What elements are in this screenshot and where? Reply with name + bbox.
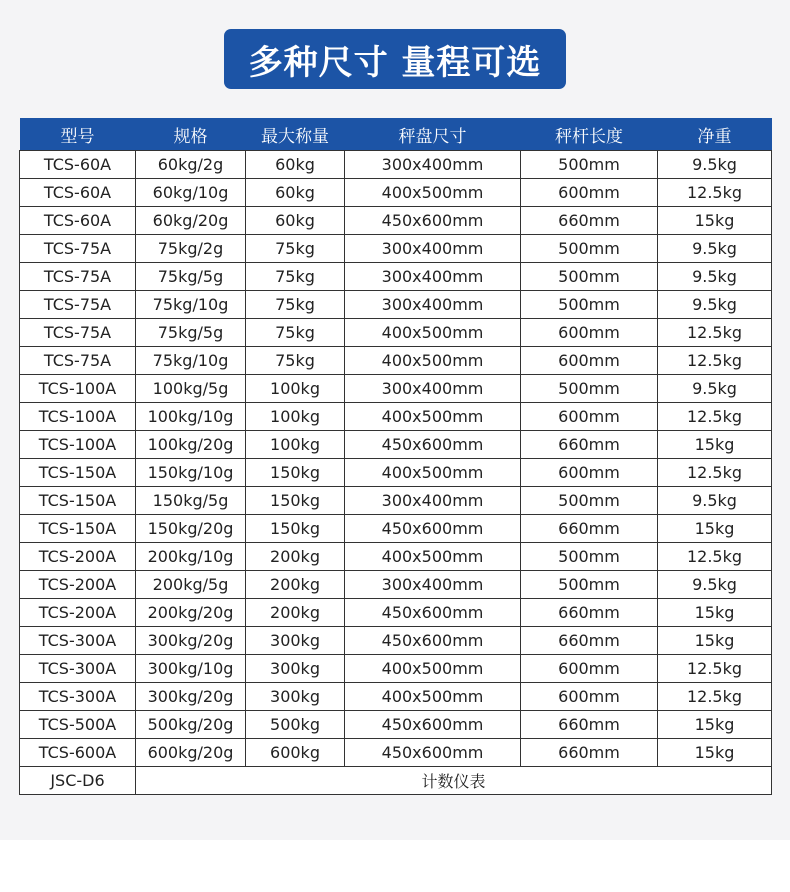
cell-net-weight: 15kg [658, 599, 772, 627]
cell-pan-size: 400x500mm [345, 347, 521, 375]
cell-pole-length: 500mm [521, 571, 658, 599]
cell-spec: 150kg/5g [136, 487, 246, 515]
cell-net-weight: 15kg [658, 739, 772, 767]
cell-model: TCS-75A [20, 319, 136, 347]
table-footer-row [20, 767, 772, 795]
cell-spec: 300kg/20g [136, 627, 246, 655]
cell-spec: 500kg/20g [136, 711, 246, 739]
cell-spec: 75kg/5g [136, 319, 246, 347]
cell-pole-length: 660mm [521, 515, 658, 543]
cell-model: TCS-150A [20, 487, 136, 515]
cell-max-capacity: 75kg [246, 263, 345, 291]
cell-pan-size: 400x500mm [345, 403, 521, 431]
table-row [20, 347, 772, 375]
cell-pan-size: 300x400mm [345, 291, 521, 319]
table-row [20, 263, 772, 291]
cell-max-capacity: 600kg [246, 739, 345, 767]
cell-max-capacity: 75kg [246, 347, 345, 375]
cell-pole-length: 660mm [521, 599, 658, 627]
bottom-band [0, 840, 790, 892]
cell-net-weight: 9.5kg [658, 263, 772, 291]
table-row [20, 403, 772, 431]
cell-net-weight: 9.5kg [658, 291, 772, 319]
table-row [20, 375, 772, 403]
cell-max-capacity: 75kg [246, 291, 345, 319]
cell-net-weight: 15kg [658, 711, 772, 739]
table-row [20, 683, 772, 711]
cell-model: TCS-150A [20, 459, 136, 487]
cell-model: TCS-75A [20, 291, 136, 319]
cell-net-weight: 15kg [658, 515, 772, 543]
cell-pan-size: 300x400mm [345, 571, 521, 599]
cell-pole-length: 660mm [521, 711, 658, 739]
table-row [20, 291, 772, 319]
spec-table [19, 118, 772, 795]
table-row [20, 599, 772, 627]
table-body [20, 151, 772, 795]
cell-model: TCS-150A [20, 515, 136, 543]
table-row [20, 151, 772, 179]
cell-max-capacity: 75kg [246, 319, 345, 347]
cell-pan-size: 450x600mm [345, 431, 521, 459]
cell-net-weight: 12.5kg [658, 347, 772, 375]
cell-net-weight: 12.5kg [658, 655, 772, 683]
cell-max-capacity: 150kg [246, 515, 345, 543]
cell-pole-length: 660mm [521, 627, 658, 655]
cell-net-weight: 15kg [658, 431, 772, 459]
cell-max-capacity: 60kg [246, 151, 345, 179]
cell-model: TCS-500A [20, 711, 136, 739]
table-row [20, 711, 772, 739]
cell-pole-length: 600mm [521, 655, 658, 683]
cell-spec: 60kg/20g [136, 207, 246, 235]
cell-max-capacity: 60kg [246, 207, 345, 235]
cell-net-weight: 12.5kg [658, 319, 772, 347]
cell-net-weight: 9.5kg [658, 571, 772, 599]
cell-net-weight: 9.5kg [658, 375, 772, 403]
cell-spec: 150kg/20g [136, 515, 246, 543]
cell-pan-size: 450x600mm [345, 739, 521, 767]
cell-pole-length: 600mm [521, 347, 658, 375]
cell-model: TCS-600A [20, 739, 136, 767]
cell-model: TCS-60A [20, 207, 136, 235]
cell-spec: 200kg/10g [136, 543, 246, 571]
cell-net-weight: 15kg [658, 207, 772, 235]
cell-spec: 150kg/10g [136, 459, 246, 487]
cell-model: TCS-200A [20, 543, 136, 571]
cell-net-weight: 15kg [658, 627, 772, 655]
cell-net-weight: 12.5kg [658, 179, 772, 207]
cell-pan-size: 400x500mm [345, 655, 521, 683]
cell-max-capacity: 200kg [246, 599, 345, 627]
header-net-weight: 净重 [658, 118, 772, 151]
cell-max-capacity: 200kg [246, 571, 345, 599]
table-row [20, 515, 772, 543]
cell-model: TCS-200A [20, 599, 136, 627]
cell-pole-length: 500mm [521, 487, 658, 515]
cell-spec: 300kg/10g [136, 655, 246, 683]
cell-pan-size: 400x500mm [345, 179, 521, 207]
cell-net-weight: 9.5kg [658, 235, 772, 263]
table-row [20, 179, 772, 207]
cell-model: TCS-100A [20, 375, 136, 403]
cell-net-weight: 12.5kg [658, 403, 772, 431]
cell-footer-description: 计数仪表 [136, 767, 772, 795]
table-row [20, 739, 772, 767]
cell-model: TCS-300A [20, 655, 136, 683]
cell-model: TCS-75A [20, 263, 136, 291]
table-row [20, 459, 772, 487]
cell-model: TCS-200A [20, 571, 136, 599]
cell-pan-size: 300x400mm [345, 235, 521, 263]
cell-pan-size: 300x400mm [345, 151, 521, 179]
cell-model: TCS-100A [20, 431, 136, 459]
cell-net-weight: 12.5kg [658, 543, 772, 571]
cell-spec: 100kg/5g [136, 375, 246, 403]
cell-pan-size: 450x600mm [345, 515, 521, 543]
cell-footer-model: JSC-D6 [20, 767, 136, 795]
cell-max-capacity: 60kg [246, 179, 345, 207]
cell-model: TCS-300A [20, 683, 136, 711]
table-row [20, 235, 772, 263]
table-header-row [20, 118, 772, 151]
table-row [20, 487, 772, 515]
page-title-banner: 多种尺寸 量程可选 [224, 29, 566, 89]
cell-max-capacity: 300kg [246, 655, 345, 683]
table-row [20, 431, 772, 459]
cell-spec: 300kg/20g [136, 683, 246, 711]
cell-pole-length: 660mm [521, 739, 658, 767]
cell-spec: 100kg/10g [136, 403, 246, 431]
cell-pan-size: 300x400mm [345, 487, 521, 515]
cell-pole-length: 600mm [521, 179, 658, 207]
cell-spec: 600kg/20g [136, 739, 246, 767]
cell-net-weight: 9.5kg [658, 487, 772, 515]
header-model: 型号 [20, 118, 136, 151]
header-max-capacity: 最大称量 [246, 118, 345, 151]
cell-pan-size: 400x500mm [345, 459, 521, 487]
cell-pole-length: 500mm [521, 291, 658, 319]
cell-spec: 75kg/10g [136, 291, 246, 319]
header-spec: 规格 [136, 118, 246, 151]
cell-max-capacity: 100kg [246, 375, 345, 403]
cell-net-weight: 12.5kg [658, 459, 772, 487]
cell-pan-size: 450x600mm [345, 207, 521, 235]
header-pole-length: 秤杆长度 [521, 118, 658, 151]
cell-spec: 75kg/2g [136, 235, 246, 263]
cell-max-capacity: 300kg [246, 683, 345, 711]
cell-pan-size: 300x400mm [345, 375, 521, 403]
cell-spec: 60kg/2g [136, 151, 246, 179]
header-pan-size: 秤盘尺寸 [345, 118, 521, 151]
cell-net-weight: 12.5kg [658, 683, 772, 711]
cell-max-capacity: 100kg [246, 431, 345, 459]
cell-pole-length: 500mm [521, 375, 658, 403]
cell-pole-length: 660mm [521, 431, 658, 459]
cell-pan-size: 450x600mm [345, 599, 521, 627]
cell-spec: 200kg/20g [136, 599, 246, 627]
cell-spec: 75kg/5g [136, 263, 246, 291]
table-row [20, 207, 772, 235]
cell-pole-length: 500mm [521, 263, 658, 291]
cell-pole-length: 600mm [521, 319, 658, 347]
cell-pole-length: 600mm [521, 459, 658, 487]
cell-max-capacity: 150kg [246, 459, 345, 487]
cell-net-weight: 9.5kg [658, 151, 772, 179]
cell-pole-length: 500mm [521, 543, 658, 571]
cell-max-capacity: 150kg [246, 487, 345, 515]
cell-pan-size: 400x500mm [345, 319, 521, 347]
cell-model: TCS-75A [20, 235, 136, 263]
cell-model: TCS-100A [20, 403, 136, 431]
cell-pan-size: 300x400mm [345, 263, 521, 291]
table-row [20, 319, 772, 347]
cell-max-capacity: 300kg [246, 627, 345, 655]
cell-pan-size: 450x600mm [345, 711, 521, 739]
cell-spec: 75kg/10g [136, 347, 246, 375]
cell-model: TCS-75A [20, 347, 136, 375]
cell-pole-length: 660mm [521, 207, 658, 235]
cell-max-capacity: 500kg [246, 711, 345, 739]
table-row [20, 627, 772, 655]
cell-max-capacity: 100kg [246, 403, 345, 431]
cell-model: TCS-300A [20, 627, 136, 655]
cell-pan-size: 400x500mm [345, 683, 521, 711]
table-row [20, 655, 772, 683]
cell-spec: 200kg/5g [136, 571, 246, 599]
cell-pole-length: 500mm [521, 235, 658, 263]
cell-max-capacity: 75kg [246, 235, 345, 263]
cell-max-capacity: 200kg [246, 543, 345, 571]
cell-model: TCS-60A [20, 151, 136, 179]
cell-spec: 100kg/20g [136, 431, 246, 459]
cell-pole-length: 500mm [521, 151, 658, 179]
cell-pole-length: 600mm [521, 683, 658, 711]
cell-pan-size: 450x600mm [345, 627, 521, 655]
cell-pan-size: 400x500mm [345, 543, 521, 571]
cell-model: TCS-60A [20, 179, 136, 207]
table-row [20, 571, 772, 599]
cell-spec: 60kg/10g [136, 179, 246, 207]
table-row [20, 543, 772, 571]
cell-pole-length: 600mm [521, 403, 658, 431]
